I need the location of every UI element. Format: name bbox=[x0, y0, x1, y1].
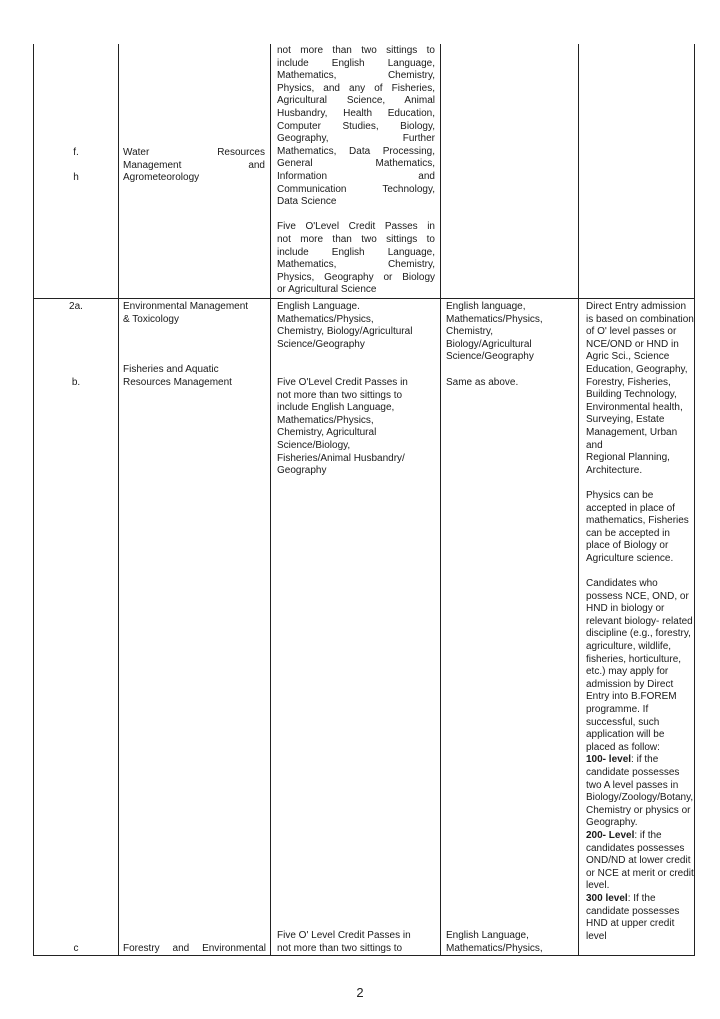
serial-number-2a: 2a. bbox=[69, 301, 83, 312]
direct-entry-paragraph: Candidates who possess NCE, OND, or HND in biology or relevant biology- related discipline (e.g., forestry, agriculture, wildlife, fisheries, horticulture, etc.) may apply for admission by Direct Entry into B.FOREM programme. If successful, such application will be placed as follow: bbox=[586, 578, 693, 753]
level-100-entry: 100- level: if the candidate possesses two A level passes in Biology/Zoology/Botany, Chemistry or physics or Geography. bbox=[586, 754, 694, 829]
serial-number-f: f. bbox=[73, 147, 79, 158]
column-divider bbox=[578, 44, 579, 955]
direct-entry-paragraph: Physics can be accepted in place of mathematics, Fisheries can be accepted in place of Biology or Agriculture science. bbox=[586, 489, 689, 564]
olevel-requirements-forestry: Five O' Level Credit Passes in not more than two sittings to bbox=[277, 930, 411, 954]
utme-requirements-environmental: English language, Mathematics/Physics, Chemistry, Biology/Agricultural Science/Geography bbox=[446, 301, 543, 363]
level-300-entry: 300 level: If the candidate possesses HND at upper credit level bbox=[586, 892, 680, 942]
page-number: 2 bbox=[356, 985, 364, 1000]
row-divider bbox=[34, 298, 694, 299]
serial-number-b: b. bbox=[71, 377, 81, 388]
olevel-requirements-fisheries: Five O'Level Credit Passes in not more than two sittings to include English Language, Mathematics/Physics, Chemistry, Agricultural Science/Biology, Fisheries/Animal Husbandry/ Geography bbox=[277, 377, 408, 477]
admission-requirements-table bbox=[33, 44, 695, 956]
direct-entry-requirements bbox=[586, 301, 694, 943]
level-200-entry: 200- Level: if the candidates possesses OND/ND at lower credit or NCE at merit or credit level. bbox=[586, 829, 694, 892]
olevel-requirements-environmental: English Language. Mathematics/Physics, Chemistry, Biology/Agricultural Science/Geography bbox=[277, 301, 413, 350]
course-water-resources: Water Resources Management and Agrometeorology bbox=[123, 147, 265, 184]
serial-number-c: c bbox=[73, 943, 79, 954]
direct-entry-paragraph: Direct Entry admission is based on combination of O' level passes or NCE/OND or HND in Agric Sci., Science Education, Geography, Forestry, Fisheries, Building Technology, Environmental health, Surveying, Estate Management, Urban and Regional Planning, Architecture. bbox=[586, 301, 694, 476]
utme-requirements-fisheries: Same as above. bbox=[446, 377, 519, 388]
column-divider bbox=[118, 44, 119, 955]
course-environmental-management: Environmental Management & Toxicology bbox=[123, 301, 249, 325]
olevel-requirements-water-resources: not more than two sittings to include English Language, Mathematics, Chemistry, Physics, and any of Fisheries, Agricultural Science, Animal Husbandry, Health Education, Computer Studies, Biology, Geography, Further Mathematics, Data Processing, General Mathematics, Information and Communication Technology, Data Science Five O'Level Credit Passes in not more than two sittings to include English Language, Mathematics, Chemistry, Physics, Geography or Biology or Agricultural Science bbox=[277, 45, 435, 296]
column-divider bbox=[270, 44, 271, 955]
utme-requirements-forestry: English Language, Mathematics/Physics, bbox=[446, 930, 543, 954]
column-divider bbox=[440, 44, 441, 955]
course-fisheries-aquatic: Fisheries and Aquatic Resources Management bbox=[123, 364, 232, 388]
course-forestry-environmental: Forestry and Environmental bbox=[123, 943, 266, 954]
serial-number-h: h bbox=[73, 172, 79, 183]
